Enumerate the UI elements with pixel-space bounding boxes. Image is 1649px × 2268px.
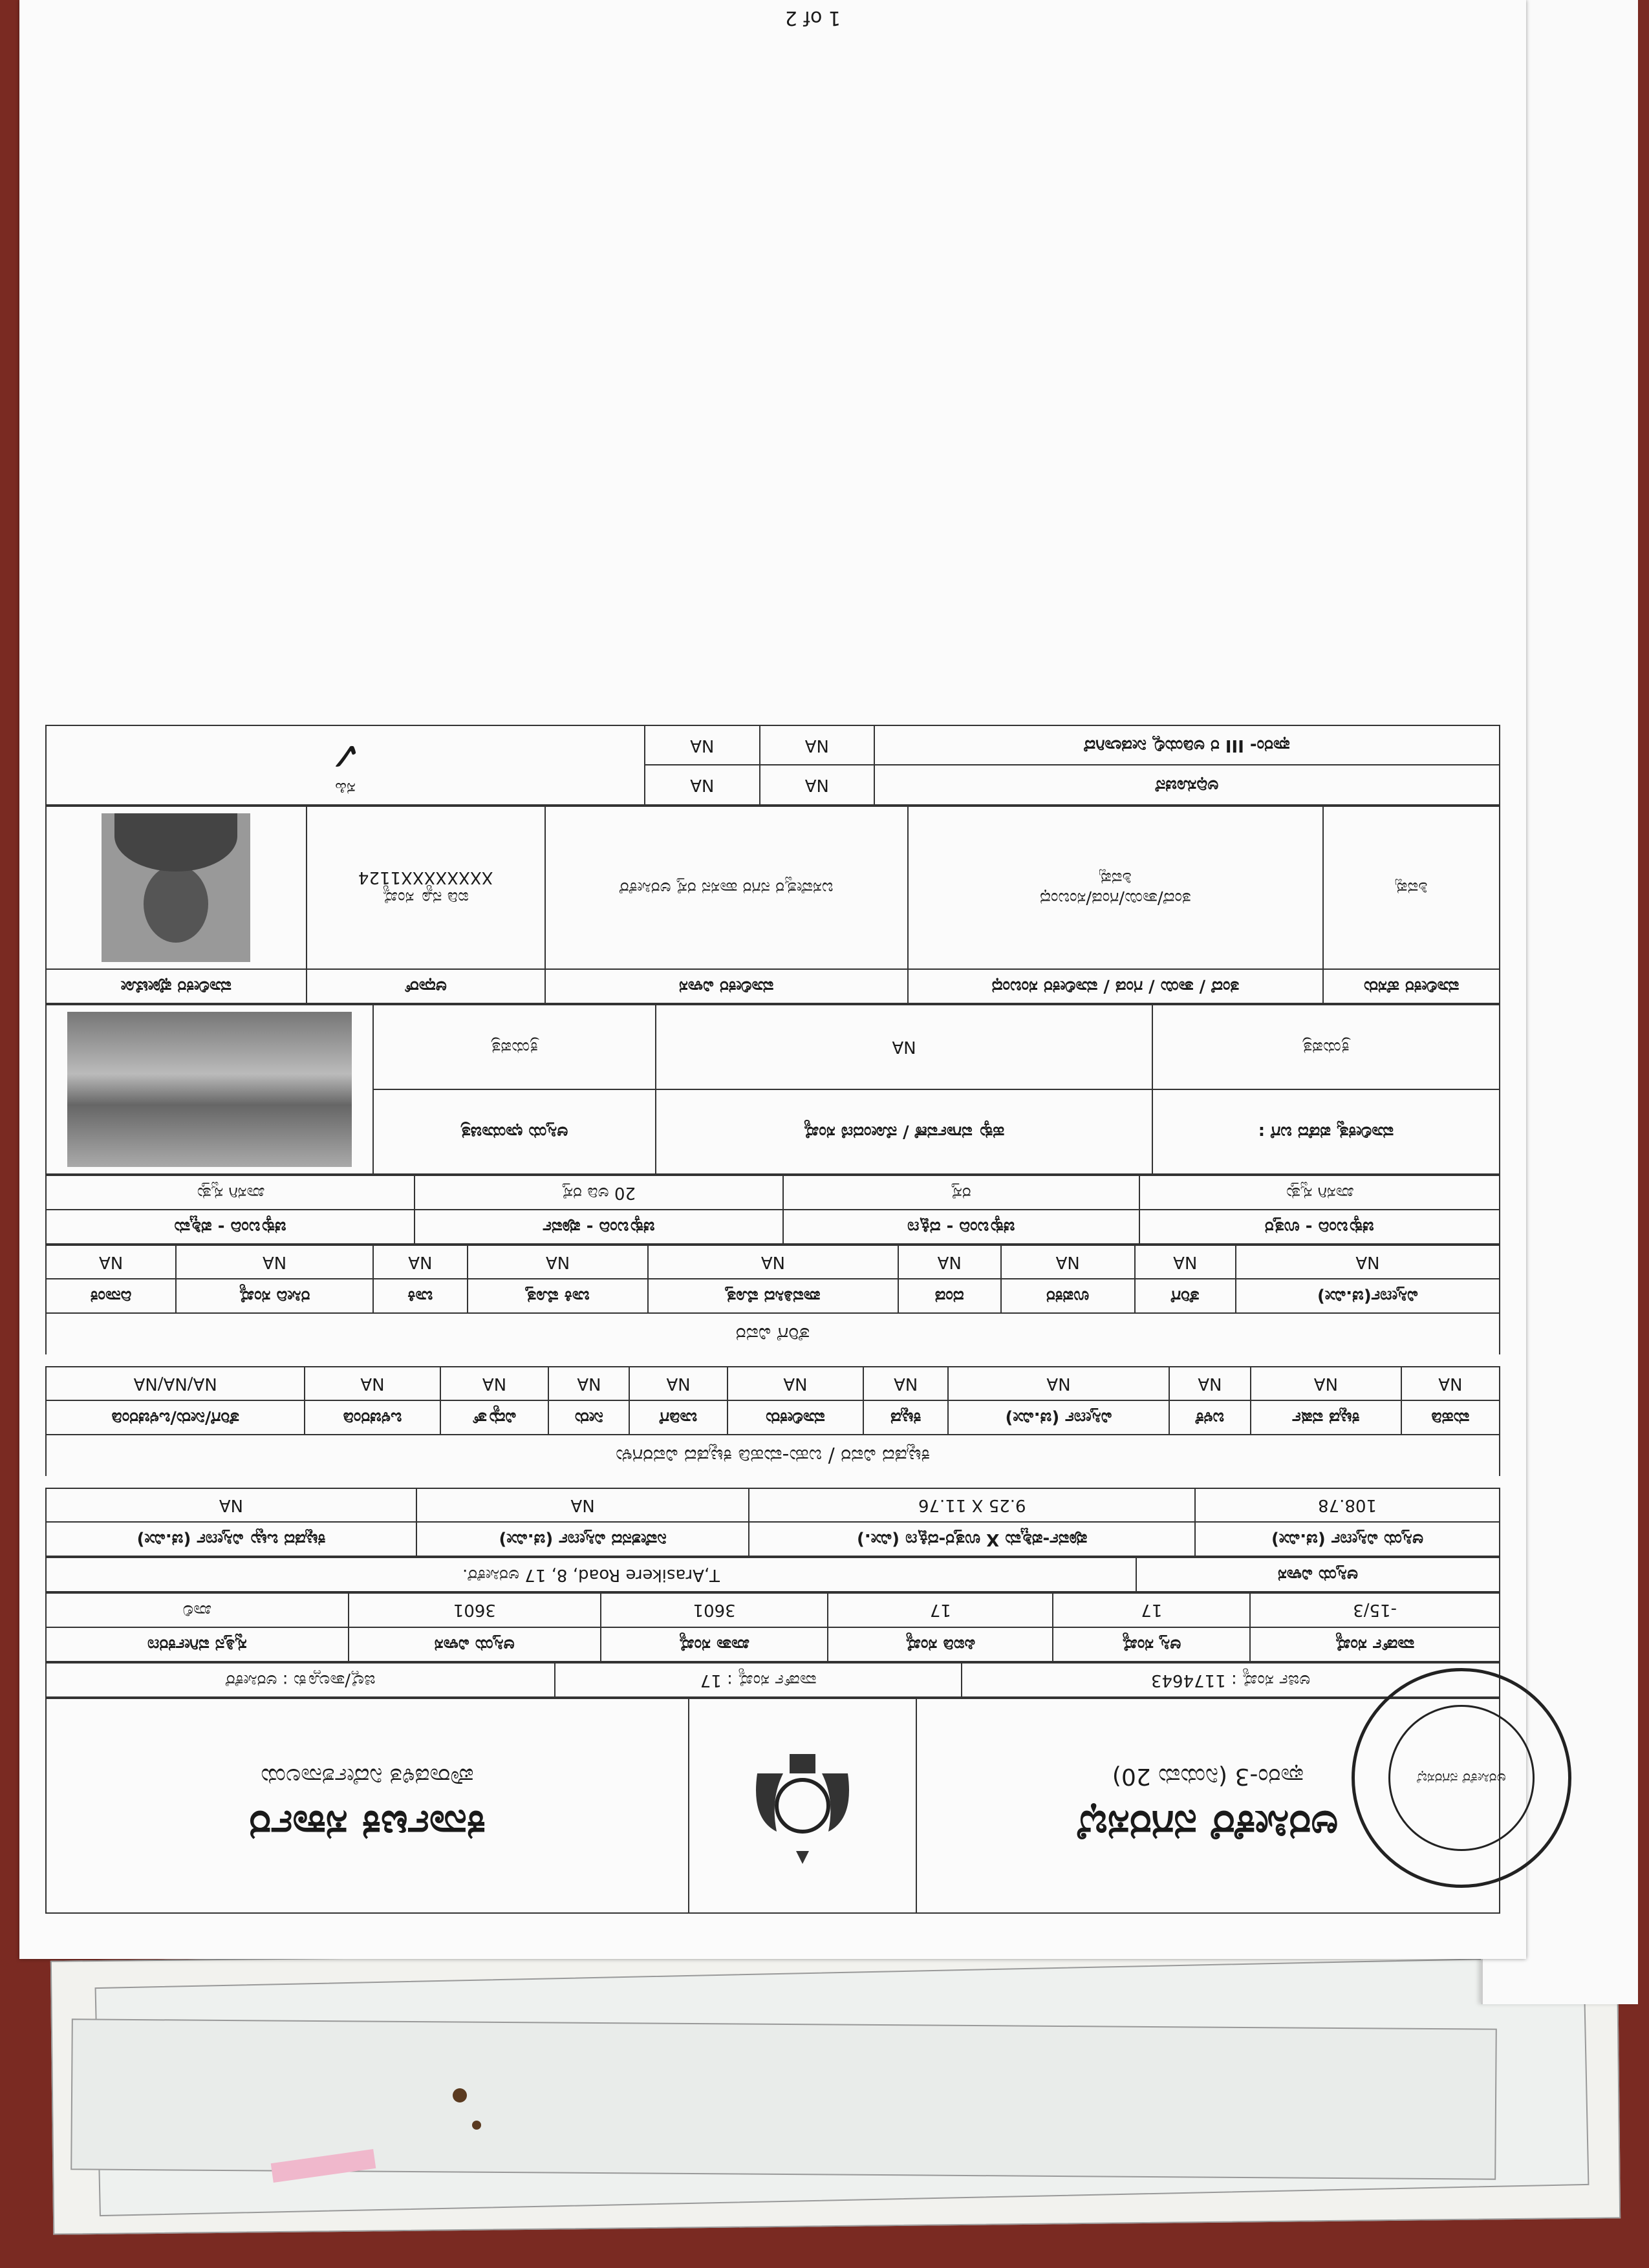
owner-photo-cell <box>46 806 307 969</box>
cell: NA <box>46 1488 416 1522</box>
cell: 108.78 <box>1195 1488 1500 1522</box>
col-header: ಚಕ್ಕುಬಂದಿ - ಉತ್ತರ <box>1139 1210 1500 1244</box>
col-header: ಮಾಲೀಕರು <box>727 1400 864 1435</box>
stain-dot <box>472 2121 481 2130</box>
col-header: ವಿದ್ಯುತ್ <box>440 1400 549 1435</box>
building-table <box>45 1366 1500 1435</box>
address-value: T,Arasikere Road, 8, 17 ಅರಸೀಕೆರೆ. <box>46 1557 1136 1592</box>
page-number: 1 of 2 <box>784 6 841 29</box>
cell: ಕ್ರಯಪತ್ರ <box>373 1005 656 1089</box>
cell: 20 ಅಡಿ ರಸ್ತೆ <box>415 1175 783 1210</box>
official-stamp <box>1352 1668 1571 1888</box>
relation-label: ತಂದೆ/ತಾಯಿ/ಗಂಡ/ಸಂಬಂಧ <box>1040 888 1191 908</box>
owner-table <box>45 806 1500 1004</box>
cell: NA <box>1401 1367 1500 1400</box>
col-header: ದಂಡ <box>898 1279 1001 1313</box>
address-label: ಆಸ್ತಿಯ ವಿಳಾಸ <box>1136 1557 1500 1592</box>
cell: NA <box>863 1367 948 1400</box>
tax-section-title: ತೆರಿಗೆ ವಿವರ <box>45 1314 1500 1354</box>
department-title: ಕರ್ನಾಟಕ ಸರ್ಕಾರ <box>249 1801 486 1849</box>
cell: NA <box>416 1488 749 1522</box>
col-header: ಪಾವತಿಸಿದ ಮೊತ್ತ <box>648 1279 898 1313</box>
property-photo <box>67 1012 352 1167</box>
application-number: ಅರ್ಜಿ ಸಂಖ್ಯೆ : 1174643 <box>962 1663 1500 1697</box>
col-header: ಮಾಲೀಕರ ಹೆಸರು <box>1323 969 1500 1003</box>
col-header: ಮಹಡಿ <box>1401 1400 1500 1435</box>
cell: NA <box>1169 1367 1251 1400</box>
cell: 9.25 X 11.76 <box>749 1488 1195 1522</box>
cell: NA <box>548 1367 629 1400</box>
cell: NA <box>1251 1367 1401 1400</box>
cell: NA <box>630 1367 727 1400</box>
ownership-table <box>45 1004 1500 1175</box>
col-header: ಉಪಕರ <box>1001 1279 1135 1313</box>
col-header: ಆಸ್ತಿಯ ವಿಸ್ತೀರ್ಣ (ಚ.ಮೀ) <box>1195 1522 1500 1556</box>
col-header: ಪೂರ್ವ-ಪಶ್ಚಿಮ X ಉತ್ತರ-ದಕ್ಷಿಣ (ಮೀ.) <box>749 1522 1195 1556</box>
col-header: ದಿನಾಂಕ <box>46 1279 176 1313</box>
signature-label: ಸಹಿ <box>335 778 356 798</box>
cell: NA <box>440 1367 549 1400</box>
cell: NA <box>176 1245 373 1279</box>
col-header: ಮಾಲೀಕರ ಫೋಟೋ <box>46 969 307 1003</box>
dimensions-table <box>45 1488 1500 1557</box>
col-header: ಕಟ್ಟಡದ ಒಟ್ಟು ವಿಸ್ತೀರ್ಣ (ಚ.ಮೀ) <box>46 1522 416 1556</box>
cell: ಖಾಸಗಿ ಸ್ವತ್ತು <box>1139 1175 1500 1210</box>
district-taluk: ಜಿಲ್ಲೆ/ತಾಲ್ಲೂಕು : ಅರಸೀಕೆರೆ <box>46 1663 555 1697</box>
cell: NA <box>656 1005 1152 1089</box>
cell: NA <box>648 1245 898 1279</box>
form-header <box>45 1698 1506 1914</box>
col-header: ನಿವೇಶನದ ವಿಸ್ತೀರ್ಣ (ಚ.ಮೀ) <box>416 1522 749 1556</box>
col-header: ತೆರಿಗೆ <box>1135 1279 1236 1313</box>
cell: -15/3 <box>1250 1593 1500 1627</box>
col-header: ಖಾತಾ ಸಂಖ್ಯೆ <box>601 1627 828 1662</box>
col-header: ಕಟ್ಟಡ <box>863 1400 948 1435</box>
cell: NA <box>1236 1245 1500 1279</box>
col-header: ಆಸ್ತಿಯ ಛಾಯಾಚಿತ್ರ <box>373 1089 656 1174</box>
col-header: ಮಾಲೀಕರ ವಿಳಾಸ <box>545 969 908 1003</box>
signature-mark-icon: ✓ <box>329 733 362 778</box>
owner-name: ಶಿವಪ್ಪ <box>1323 806 1500 969</box>
cell: NA/NA/NA <box>46 1367 305 1400</box>
department-subtitle: ಪೌರಾಡಳಿತ ನಿರ್ದೇಶನಾಲಯ <box>261 1763 474 1790</box>
col-header: ತಂದೆ / ತಾಯಿ / ಗಂಡ / ಮಾಲೀಕರ ಸಂಬಂಧ <box>908 969 1324 1003</box>
col-header: ಬಾಡಿಗೆ <box>630 1400 727 1435</box>
col-header: ಆಸ್ತಿಯ ವಿಳಾಸ <box>349 1627 601 1662</box>
col-header: ವಾರ್ಡ್ ಸಂಖ್ಯೆ <box>1250 1627 1500 1662</box>
col-header: ಮಾಲೀಕತ್ವ ಪಡೆದ ಬಗೆ : <box>1152 1089 1500 1174</box>
col-header: ತೆರಿಗೆ/ನೀರು/ಒಳಚರಂಡಿ <box>46 1400 305 1435</box>
aadhaar-value: XXXXXXXX1124 <box>358 868 493 888</box>
background-paper <box>70 2018 1497 2179</box>
cell: ಖಾಲಿ <box>46 1593 349 1627</box>
col-header: ಆಸ್ತಿ ಸಂಖ್ಯೆ <box>1053 1627 1250 1662</box>
col-header: ಬಾಕಿ <box>373 1279 468 1313</box>
col-header: ಬಳಕೆ <box>1169 1400 1251 1435</box>
col-header: ಪಿಐಡಿ ಸಂಖ್ಯೆ <box>828 1627 1053 1662</box>
remarks-label: ಅಧಿಸೂಚನೆ <box>874 765 1500 806</box>
col-header: ಸ್ವತ್ತಿನ ವರ್ಗೀಕರಣ <box>46 1627 349 1662</box>
cell: 3601 <box>601 1593 828 1627</box>
section3-label: ಫಾರಂ- III ರ ಅಡಿಯಲ್ಲಿ ನೀಡಲಾಗಿದೆ <box>874 725 1500 765</box>
col-header: ನೀರು <box>548 1400 629 1435</box>
stamp-text: ಅರಸೀಕೆರೆ ನಗರಸಭೆ <box>1388 1705 1535 1851</box>
col-header: ಚಕ್ಕುಬಂದಿ - ಪಶ್ಚಿಮ <box>46 1210 415 1244</box>
owner-aadhaar <box>307 806 545 969</box>
col-header: ಒಳಚರಂಡಿ <box>305 1400 440 1435</box>
col-header: ವಿಸ್ತೀರ್ಣ (ಚ.ಮೀ) <box>948 1400 1169 1435</box>
owner-photo <box>102 813 250 962</box>
col-header: ಚಕ್ಕುಬಂದಿ - ದಕ್ಷಿಣ <box>783 1210 1139 1244</box>
state-emblem-icon <box>738 1741 867 1870</box>
town-title: ಅರಸೀಕೆರೆ ನಗರಸಭೆ <box>1077 1801 1339 1849</box>
cell: 3601 <box>349 1593 601 1627</box>
id-label: ಐಡಿ ನ್ಯೂ ಸಂಖ್ಯೆ <box>382 888 469 908</box>
emblem-cell <box>688 1699 916 1912</box>
cell: NA <box>1001 1245 1135 1279</box>
signature-cell <box>46 725 645 805</box>
cell: NA <box>898 1245 1001 1279</box>
relation-value: ಶಿವಪ್ಪ <box>1099 868 1132 888</box>
ward-number: ವಾರ್ಡ್ ಸಂಖ್ಯೆ : 17 <box>555 1663 962 1697</box>
cell: ಕ್ರಯಪತ್ರ <box>1152 1005 1500 1089</box>
owner-relation <box>908 806 1324 969</box>
cell: NA <box>46 1245 176 1279</box>
owner-address: ಬಸವೇಶ್ವರ ನಗರ ಹಾಸನ ರಸ್ತೆ ಅರಸೀಕೆರೆ <box>545 806 908 969</box>
address-table <box>45 1557 1500 1592</box>
form-title: ಫಾರಂ-3 (ನಿಯಮ 20) <box>1112 1763 1304 1790</box>
property-id-table <box>45 1592 1500 1662</box>
col-header: ಹಕ್ಕು ವರ್ಗಾವಣೆ / ನೋಂದಣಿ ಸಂಖ್ಯೆ <box>656 1089 1152 1174</box>
cell: NA <box>1135 1245 1236 1279</box>
cell: NA <box>305 1367 440 1400</box>
cell: NA <box>948 1367 1169 1400</box>
cell: ಖಾಸಗಿ ಸ್ವತ್ತು <box>46 1175 415 1210</box>
stain-dot <box>453 2088 467 2102</box>
col-header: ಕಟ್ಟಡ ವರ್ಷ <box>1251 1400 1401 1435</box>
meta-table <box>45 1662 1500 1698</box>
property-certificate-sheet <box>19 0 1526 1959</box>
col-header: ರಸೀದಿ ಸಂಖ್ಯೆ <box>176 1279 373 1313</box>
cell: NA <box>760 725 875 765</box>
building-section-title: ಕಟ್ಟಡದ ವಿವರ / ಬಹು-ಮಹಡಿ ಕಟ್ಟಡದ ವಿವರಗಳು <box>45 1435 1500 1476</box>
col-header: ಚಕ್ಕುಬಂದಿ - ಪೂರ್ವ <box>415 1210 783 1244</box>
cell: NA <box>645 725 760 765</box>
col-header: ವಿಸ್ತೀರ್ಣ(ಚ.ಮೀ) <box>1236 1279 1500 1313</box>
cell: NA <box>760 765 875 806</box>
cell: NA <box>645 765 760 806</box>
col-header: ಆಧಾರ್ <box>307 969 545 1003</box>
cell: NA <box>468 1245 648 1279</box>
col-header: ಬಾಕಿ ಮೊತ್ತ <box>468 1279 648 1313</box>
cell: 17 <box>828 1593 1053 1627</box>
remarks-table <box>45 725 1500 806</box>
property-photo-cell <box>46 1005 373 1174</box>
boundaries-table <box>45 1175 1500 1245</box>
tax-table <box>45 1245 1500 1314</box>
cell: ರಸ್ತೆ <box>783 1175 1139 1210</box>
cell: NA <box>373 1245 468 1279</box>
cell: NA <box>727 1367 864 1400</box>
cell: 17 <box>1053 1593 1250 1627</box>
